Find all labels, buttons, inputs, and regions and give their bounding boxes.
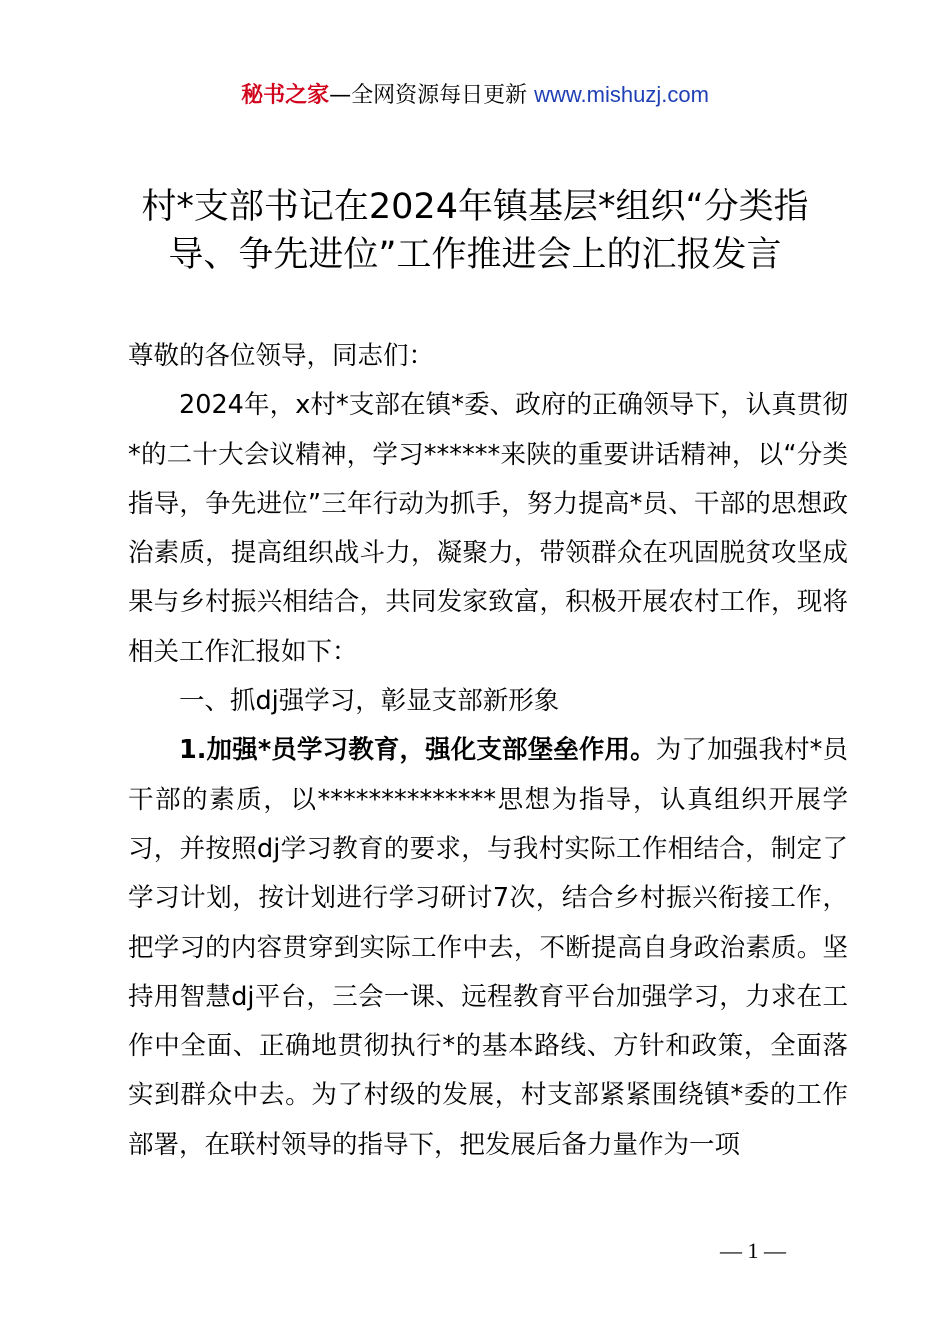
page-number: — 1 — — [720, 1238, 786, 1263]
brand-name: 秘书之家 — [241, 83, 330, 108]
item-paragraph — [128, 726, 848, 1170]
document-body — [128, 332, 848, 1170]
site-url-link[interactable]: www.mishuzj.com — [534, 82, 709, 107]
header-tagline: —全网资源每日更新 — [329, 83, 528, 108]
site-header — [0, 78, 950, 113]
item-body: 为了加强我村*员干部的素质，以**************思想为指导，认真组织开展学习，并按照dj学习教育的要求，与我村实际工作相结合，制定了学习计划，按计划进行学习研讨7次，结合乡村振兴衔接工作，把学习的内容贯穿到实际工作中去，不断提高自身政治素质。坚持用智慧dj平台，三会一课、远程教育平台加强学习，力求在工作中全面、正确地贯彻执行*的基本路线、方针和政策，全面落实到群众中去。为了村级的发展，村支部紧紧围绕镇*委的工作部署，在联村领导的指导下，把发展后备力量作为一项 — [128, 735, 848, 1160]
document-title — [100, 183, 850, 279]
intro-paragraph: 2024年，x村*支部在镇*委、政府的正确领导下，认真贯彻*的二十大会议精神，学习******来陕的重要讲话精神，以“分类指导，争先进位”三年行动为抓手，努力提高*员、干部的思想政治素质，提高组织战斗力，凝聚力，带领群众在巩固脱贫攻坚成果与乡村振兴相结合，共同发家致富，积极开展农村工作，现将相关工作汇报如下： — [128, 390, 848, 667]
title-line-1: 村*支部书记在2024年镇基层*组织“分类指 — [141, 187, 809, 227]
item-lead: 1.加强*员学习教育，强化支部堡垒作用。 — [179, 735, 656, 766]
title-line-2: 导、争先进位”工作推进会上的汇报发言 — [168, 235, 782, 275]
section-heading: 一、抓dj强学习，彰显支部新形象 — [179, 686, 560, 717]
salutation: 尊敬的各位领导，同志们： — [128, 341, 435, 371]
